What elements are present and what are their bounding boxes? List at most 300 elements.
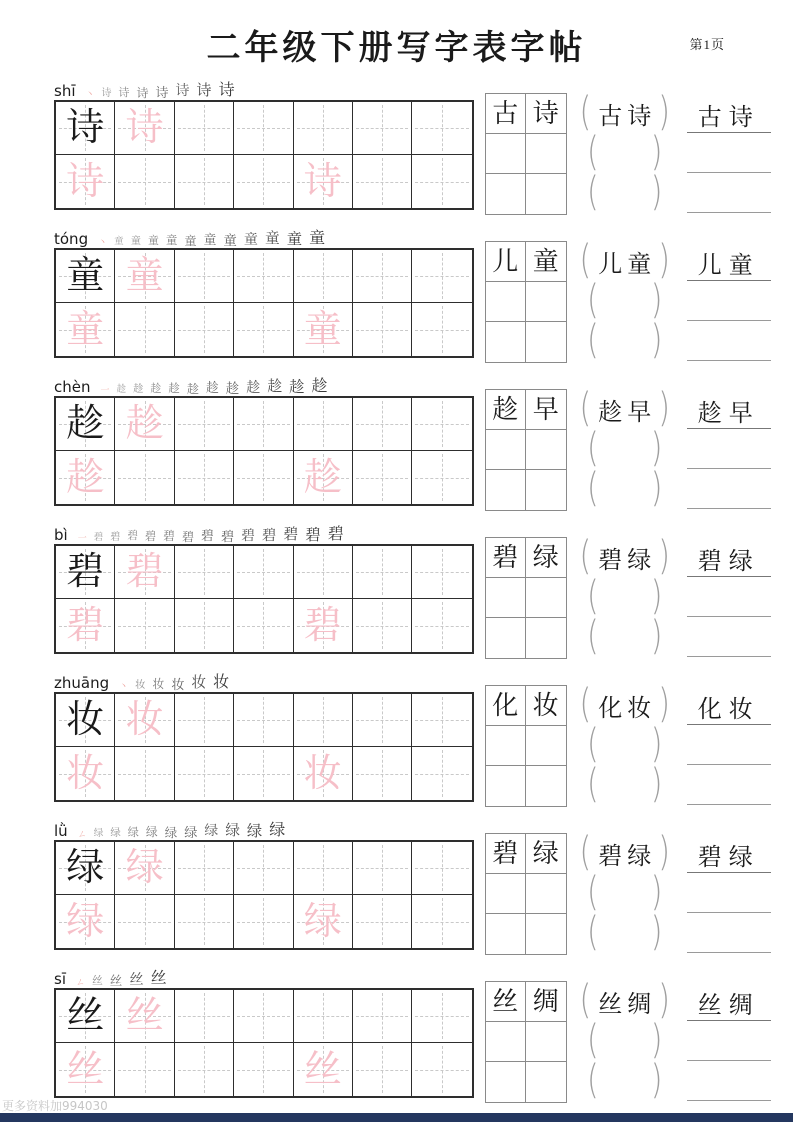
stroke-step: 趁	[289, 378, 305, 396]
practice-cell	[175, 895, 234, 948]
stroke-step: ㄥ	[77, 829, 87, 839]
paren-word-row	[577, 88, 673, 136]
stroke-step: 童	[165, 234, 178, 247]
practice-cell	[294, 990, 353, 1043]
word-cell	[486, 470, 526, 510]
practice-char: 妆	[303, 752, 342, 795]
paren-close: )	[658, 236, 670, 284]
word-cell	[526, 282, 566, 322]
paren-open: (	[587, 276, 599, 324]
stroke-step: 绿	[127, 826, 139, 839]
word-cell	[526, 174, 566, 214]
word-cell	[486, 282, 526, 322]
stroke-step: 碧	[144, 530, 157, 543]
paren-close: )	[650, 168, 663, 216]
page-title: 二年级下册写字表字帖	[206, 30, 587, 67]
character-section	[54, 224, 760, 364]
practice-cell	[234, 398, 293, 451]
practice-cell	[412, 694, 471, 747]
word-cell	[526, 982, 566, 1022]
stroke-step: 丶	[85, 89, 95, 99]
practice-cell	[412, 303, 471, 356]
stroke-step: 一	[77, 533, 87, 543]
paren-close: )	[658, 828, 670, 876]
stroke-step: 趁	[168, 382, 180, 395]
practice-cell	[294, 451, 353, 504]
practice-cell	[294, 895, 353, 948]
word-block	[485, 384, 771, 512]
stroke-step: 绿	[246, 822, 263, 840]
practice-cell	[353, 155, 412, 208]
stroke-step: 童	[130, 235, 141, 247]
word-cell	[486, 726, 526, 766]
underline-empty-row	[687, 765, 771, 805]
practice-cell	[175, 747, 234, 800]
paren-close: )	[658, 88, 670, 136]
paren-open: (	[587, 1016, 599, 1064]
pinyin-label: bì	[54, 526, 68, 544]
paren-word-row	[577, 236, 673, 284]
line-column	[687, 241, 771, 363]
stroke-step: 绿	[184, 824, 198, 840]
practice-cell	[412, 250, 471, 303]
practice-cell	[412, 842, 471, 895]
underline-empty-row	[687, 1061, 771, 1101]
practice-grid	[54, 100, 474, 210]
practice-cell	[412, 451, 471, 504]
underline-word-row	[687, 241, 771, 281]
word-cell	[486, 618, 526, 658]
word-cell	[486, 1022, 526, 1062]
paren-close: )	[650, 868, 663, 916]
word-char: 碧	[492, 542, 519, 572]
word-block	[485, 236, 771, 364]
practice-char: 童	[66, 255, 105, 297]
practice-cell	[234, 155, 293, 208]
word-char: 趁	[492, 394, 519, 424]
stroke-step: 童	[286, 230, 303, 248]
stroke-step: 碧	[283, 527, 299, 544]
stroke-step: 童	[309, 230, 326, 247]
underline-word: 古诗	[697, 104, 760, 131]
stroke-step: ㄥ	[75, 977, 85, 987]
practice-cell	[412, 990, 471, 1043]
paren-open: (	[587, 168, 599, 216]
practice-cell	[234, 1043, 293, 1096]
practice-char: 妆	[125, 699, 164, 741]
practice-cell	[412, 546, 471, 599]
pinyin-label: lǜ	[54, 822, 68, 840]
practice-grid	[54, 988, 474, 1098]
stroke-step: 童	[243, 231, 258, 248]
stroke-step: 绿	[269, 822, 286, 839]
practice-cell	[115, 250, 174, 303]
practice-cell	[115, 747, 174, 800]
stroke-order	[101, 379, 328, 395]
practice-cell	[294, 1043, 353, 1096]
stroke-step: 妆	[213, 674, 230, 691]
practice-char: 童	[125, 255, 164, 297]
paren-close: )	[650, 1056, 663, 1104]
paren-empty-row	[577, 276, 673, 324]
stroke-step: 丝	[129, 971, 144, 988]
practice-cell	[294, 747, 353, 800]
practice-cell	[412, 1043, 471, 1096]
practice-cell	[56, 842, 115, 895]
word-block	[485, 976, 771, 1104]
practice-cell	[56, 451, 115, 504]
paren-open: (	[579, 384, 592, 432]
practice-grid	[54, 840, 474, 950]
paren-empty-row	[577, 760, 673, 808]
practice-cell	[56, 895, 115, 948]
practice-cell	[412, 747, 471, 800]
practice-cell	[412, 155, 471, 208]
stroke-step: 妆	[152, 677, 165, 692]
word-char: 绿	[532, 838, 559, 868]
word-cell	[526, 390, 566, 430]
underline-empty-row	[687, 429, 771, 469]
paren-column	[577, 88, 673, 216]
practice-cell	[294, 842, 353, 895]
stroke-step: 童	[264, 231, 280, 248]
practice-cell	[56, 747, 115, 800]
underline-empty-row	[687, 1021, 771, 1061]
practice-cell	[294, 546, 353, 599]
practice-cell	[56, 1043, 115, 1096]
paren-word-row	[577, 976, 673, 1024]
practice-cell	[175, 694, 234, 747]
stroke-step: 妆	[135, 679, 146, 691]
paren-close: )	[658, 532, 670, 580]
practice-cell	[115, 1043, 174, 1096]
word-cell	[526, 1022, 566, 1062]
practice-cell	[294, 155, 353, 208]
stroke-step: 趁	[150, 383, 162, 396]
stroke-step: 诗	[218, 82, 235, 99]
stroke-step: 童	[203, 233, 217, 248]
title-bar	[0, 0, 793, 66]
paren-empty-row	[577, 424, 673, 472]
practice-cell	[115, 842, 174, 895]
stroke-step: 童	[114, 236, 124, 248]
practice-cell	[234, 599, 293, 652]
practice-cell	[353, 747, 412, 800]
paren-close: )	[650, 720, 663, 768]
practice-char: 童	[66, 308, 105, 351]
stroke-step: 诗	[155, 85, 169, 100]
word-cell	[526, 726, 566, 766]
word-cell	[486, 242, 526, 282]
stroke-step: 碧	[261, 527, 277, 544]
paren-empty-row	[577, 612, 673, 660]
paren-close: )	[650, 760, 663, 808]
stroke-order	[98, 231, 325, 247]
underline-word-row	[687, 833, 771, 873]
practice-cell	[115, 895, 174, 948]
word-cell	[526, 430, 566, 470]
line-column	[687, 93, 771, 215]
word-char: 古	[492, 98, 519, 128]
stroke-step: 诗	[136, 86, 149, 100]
practice-cell	[412, 102, 471, 155]
stroke-step: 碧	[127, 531, 138, 543]
paren-close: )	[650, 612, 663, 660]
stroke-step: 诗	[175, 84, 190, 99]
paren-empty-row	[577, 316, 673, 364]
paren-open: (	[587, 316, 599, 364]
character-section	[54, 520, 760, 660]
write-line	[687, 951, 771, 953]
practice-cell	[234, 747, 293, 800]
paren-column	[577, 236, 673, 364]
stroke-step: 碧	[163, 530, 175, 544]
paren-close: )	[658, 384, 670, 432]
stroke-step: 童	[223, 232, 237, 248]
word-char: 诗	[532, 98, 559, 128]
word-cell	[526, 618, 566, 658]
word-grid	[485, 981, 567, 1103]
word-cell	[486, 390, 526, 430]
practice-char: 绿	[66, 847, 105, 889]
stroke-step: 丶	[119, 681, 129, 691]
underline-word-row	[687, 981, 771, 1021]
practice-cell	[115, 155, 174, 208]
stroke-order	[86, 83, 235, 99]
practice-cell	[56, 303, 115, 356]
stroke-step: 妆	[191, 675, 207, 692]
stroke-step: 丶	[98, 237, 108, 247]
practice-cell	[115, 546, 174, 599]
practice-cell	[353, 1043, 412, 1096]
practice-cell	[234, 694, 293, 747]
paren-word-row	[577, 384, 673, 432]
paren-column	[577, 532, 673, 660]
stroke-step: 丝	[109, 973, 123, 988]
write-line	[687, 803, 771, 805]
practice-char: 妆	[66, 699, 105, 741]
word-cell	[486, 982, 526, 1022]
paren-close: )	[650, 572, 663, 620]
paren-close: )	[650, 424, 663, 472]
word-cell	[526, 914, 566, 954]
practice-char: 趁	[125, 403, 164, 445]
paren-word: 丝绸	[598, 991, 657, 1018]
practice-cell	[115, 451, 174, 504]
underline-word: 碧绿	[697, 844, 760, 871]
practice-cell	[175, 451, 234, 504]
worksheet-sections	[54, 76, 760, 1112]
paren-word: 化妆	[598, 695, 657, 722]
word-cell	[486, 686, 526, 726]
practice-cell	[175, 250, 234, 303]
stroke-step: 童	[184, 233, 197, 248]
stroke-step: 碧	[220, 528, 235, 544]
word-cell	[486, 766, 526, 806]
paren-open: (	[579, 828, 592, 876]
word-cell	[486, 538, 526, 578]
underline-word: 丝绸	[697, 992, 760, 1019]
practice-cell	[175, 599, 234, 652]
paren-close: )	[650, 276, 663, 324]
practice-cell	[234, 546, 293, 599]
paren-empty-row	[577, 572, 673, 620]
line-column	[687, 389, 771, 511]
practice-cell	[234, 842, 293, 895]
paren-open: (	[587, 760, 599, 808]
practice-cell	[56, 102, 115, 155]
stroke-step: 碧	[201, 529, 214, 544]
word-block	[485, 680, 771, 808]
paren-close: )	[650, 464, 663, 512]
paren-empty-row	[577, 720, 673, 768]
practice-char: 碧	[66, 604, 105, 647]
write-line	[687, 1099, 771, 1101]
paren-word: 儿童	[598, 251, 657, 278]
underline-empty-row	[687, 469, 771, 509]
stroke-step: 趁	[116, 384, 127, 396]
word-cell	[486, 430, 526, 470]
character-section	[54, 76, 760, 216]
stroke-step: 绿	[164, 825, 178, 840]
line-column	[687, 685, 771, 807]
paren-open: (	[579, 88, 592, 136]
practice-cell	[175, 398, 234, 451]
word-grid	[485, 833, 567, 955]
practice-char: 绿	[125, 847, 164, 889]
practice-cell	[294, 398, 353, 451]
practice-cell	[115, 990, 174, 1043]
underline-empty-row	[687, 617, 771, 657]
word-block	[485, 532, 771, 660]
paren-open: (	[579, 976, 592, 1024]
word-grid	[485, 93, 567, 215]
paren-close: )	[650, 1016, 663, 1064]
stroke-order	[76, 971, 167, 987]
stroke-step: 一	[100, 385, 110, 395]
practice-cell	[56, 546, 115, 599]
paren-open: (	[579, 236, 592, 284]
practice-cell	[115, 599, 174, 652]
practice-char: 妆	[66, 752, 105, 795]
paren-close: )	[650, 128, 663, 176]
stroke-step: 趁	[133, 383, 144, 395]
stroke-step: 丝	[150, 970, 167, 987]
word-grid	[485, 685, 567, 807]
paren-word-row	[577, 828, 673, 876]
underline-word-row	[687, 389, 771, 429]
practice-char: 丝	[66, 995, 105, 1037]
practice-cell	[175, 303, 234, 356]
line-column	[687, 537, 771, 659]
practice-cell	[175, 842, 234, 895]
pinyin-label: tóng	[54, 230, 89, 248]
write-line	[687, 655, 771, 657]
underline-word-row	[687, 685, 771, 725]
word-cell	[526, 766, 566, 806]
stroke-order	[78, 823, 286, 839]
word-cell	[526, 686, 566, 726]
practice-cell	[353, 398, 412, 451]
word-grid	[485, 389, 567, 511]
practice-cell	[353, 990, 412, 1043]
practice-cell	[353, 451, 412, 504]
word-cell	[486, 914, 526, 954]
practice-char: 丝	[125, 995, 164, 1037]
stroke-step: 碧	[327, 526, 344, 543]
practice-char: 诗	[125, 107, 164, 149]
practice-char: 碧	[66, 551, 105, 593]
underline-empty-row	[687, 873, 771, 913]
stroke-step: 趁	[246, 379, 261, 396]
underline-word: 趁早	[697, 400, 760, 427]
stroke-step: 童	[148, 235, 159, 248]
practice-char: 趁	[66, 403, 105, 445]
stroke-step: 碧	[241, 528, 255, 544]
underline-word: 碧绿	[697, 548, 760, 575]
underline-word: 化妆	[697, 696, 760, 723]
paren-close: )	[658, 976, 670, 1024]
word-cell	[486, 874, 526, 914]
word-cell	[526, 834, 566, 874]
practice-cell	[294, 250, 353, 303]
paren-column	[577, 680, 673, 808]
practice-char: 童	[303, 308, 342, 351]
paren-open: (	[587, 128, 599, 176]
word-cell	[486, 834, 526, 874]
stroke-step: 绿	[93, 828, 104, 840]
word-char: 绿	[532, 542, 559, 572]
stroke-step: 绿	[225, 823, 240, 840]
underline-empty-row	[687, 725, 771, 765]
practice-char: 丝	[66, 1048, 105, 1091]
underline-empty-row	[687, 913, 771, 953]
practice-cell	[234, 451, 293, 504]
character-section	[54, 816, 760, 956]
word-block	[485, 88, 771, 216]
pinyin-label: zhuāng	[54, 674, 110, 692]
paren-empty-row	[577, 128, 673, 176]
paren-open: (	[587, 720, 599, 768]
stroke-step: 诗	[118, 87, 130, 99]
paren-column	[577, 384, 673, 512]
stroke-step: 碧	[110, 531, 121, 543]
word-cell	[486, 134, 526, 174]
paren-empty-row	[577, 868, 673, 916]
underline-empty-row	[687, 321, 771, 361]
underline-empty-row	[687, 133, 771, 173]
practice-cell	[115, 303, 174, 356]
underline-word: 儿童	[697, 252, 760, 279]
word-char: 童	[532, 246, 559, 276]
stroke-order	[78, 527, 344, 543]
paren-column	[577, 828, 673, 956]
underline-word-row	[687, 537, 771, 577]
stroke-step: 趁	[267, 379, 283, 396]
practice-char: 诗	[303, 160, 342, 203]
paren-close: )	[650, 316, 663, 364]
underline-empty-row	[687, 173, 771, 213]
practice-char: 诗	[66, 160, 105, 203]
paren-open: (	[587, 908, 599, 956]
practice-cell	[412, 599, 471, 652]
practice-cell	[353, 102, 412, 155]
practice-char: 趁	[303, 456, 342, 499]
practice-grid	[54, 248, 474, 358]
paren-open: (	[579, 680, 592, 728]
practice-cell	[234, 990, 293, 1043]
stroke-step: 丝	[92, 975, 103, 988]
